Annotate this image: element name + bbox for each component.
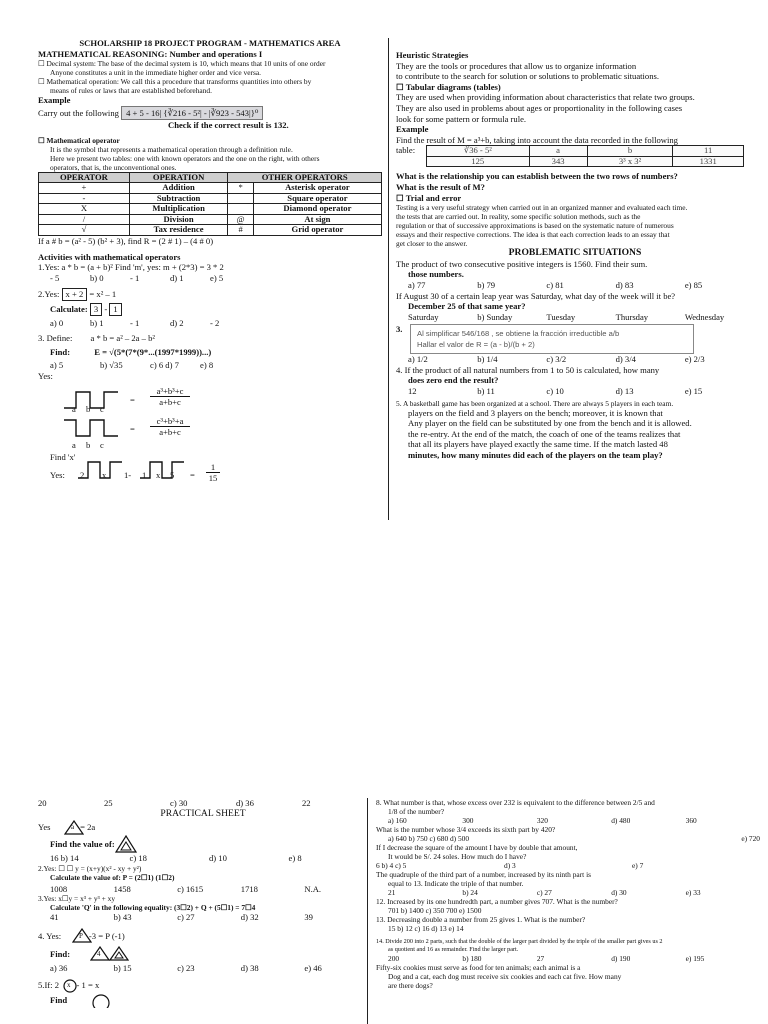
option: c) 23	[177, 962, 195, 973]
operator-cell: Subtraction	[129, 193, 227, 204]
problem-4-options	[396, 386, 754, 397]
problem-5: 5. A basketball game has been organized at a school. There are always 5 players in each team.	[396, 398, 674, 408]
option: e) 8	[200, 360, 214, 371]
q10-options	[376, 861, 760, 870]
operator-cell: Asterisk operator	[253, 183, 381, 194]
problem-3-line-1: Al simplificar 546/168 , se obtiene la fracción irreductible a/b	[417, 329, 620, 339]
triangle-a: a	[71, 822, 75, 831]
option: d) 2	[170, 317, 184, 328]
fig-b: b	[86, 403, 91, 414]
line-5-label: 5.If: 2	[38, 980, 60, 991]
question-result-m: What is the result of M?	[396, 181, 485, 192]
option: a) 1/2	[408, 354, 428, 365]
activity-3-options	[38, 360, 250, 371]
fraction-1: a³+b³+c a+b+c	[150, 386, 190, 408]
operator-cell: At sign	[253, 214, 381, 225]
line-5-find	[38, 994, 368, 1008]
operator-cell: #	[228, 225, 253, 236]
option: e) 46	[304, 962, 322, 973]
minus-one: 1-	[124, 469, 132, 480]
problem-2b: December 25 of that same year?	[408, 301, 526, 312]
problem-5c: Any player on the field can be substituted by one from the bench and it is allowed.	[408, 418, 692, 429]
option: c) 10	[546, 386, 564, 397]
option: d) 10	[209, 853, 227, 864]
if-line: If a # b = (a² - 5) (b² + 3), find R = (2 # 1) – (4 # 0)	[38, 235, 214, 246]
question-15b: Dog and a cat, each dog must receive six cookies and each cat five. How many	[388, 972, 622, 981]
find-m-text: Find the result of M = a³+b, taking into account the data recorded in the following	[396, 134, 678, 145]
yes-label: Yes:	[38, 370, 53, 381]
table-label: table:	[396, 145, 416, 156]
fig-a: a	[72, 439, 76, 450]
options-2	[38, 884, 368, 895]
find-value-line	[38, 835, 368, 853]
option: b) 180	[462, 954, 482, 963]
m-cell: a	[529, 146, 587, 157]
option: b) 1	[90, 317, 104, 328]
option: a) 0	[50, 317, 64, 328]
problem-1b: those numbers.	[408, 269, 464, 280]
options-1	[38, 853, 368, 864]
question-14: 14. Divide 200 into 2 parts, such that the double of the larger part divided by the triple of the smaller part gives us 2	[376, 938, 663, 945]
math-operation-text: ☐ Mathematical operation: We call this a procedure that transforms quantities into others by	[38, 77, 312, 87]
option: b) 79	[477, 279, 496, 290]
option: c) 27	[177, 912, 195, 923]
operator-cell: Addition	[129, 183, 227, 194]
option: 200	[388, 954, 400, 963]
question-10b: It would be S/. 24 soles. How much do I have?	[388, 852, 527, 861]
triangle-p: P	[79, 931, 83, 940]
expression-box: 4 + 5 - 16| {∛216 - 5²| - |∛923 - 543|}⁰	[121, 106, 263, 121]
left-column	[38, 38, 382, 484]
m-cell: 343	[529, 156, 587, 167]
heuristic-title: Heuristic Strategies	[396, 50, 469, 60]
option: Tuesday	[546, 311, 576, 322]
problem-4b: does zero end the result?	[408, 375, 499, 386]
option: b) 11	[477, 386, 495, 397]
option: e) 2/3	[684, 354, 705, 365]
triangle-rhs: = 2a	[80, 821, 96, 832]
header-operator: OPERATOR	[39, 172, 130, 183]
yes-triangle-line	[38, 819, 368, 835]
q8-options	[376, 816, 760, 825]
find-label: Find:	[50, 346, 71, 357]
section-subtitle: MATHEMATICAL REASONING: Number and operations I	[38, 48, 263, 59]
line-4-find	[38, 945, 368, 963]
m-cell: 1331	[673, 156, 744, 167]
activity-1: 1.Yes: a * b = (a + b)² Find 'm', yes: m + (2*3) = 3 * 2	[38, 262, 224, 273]
operator-row	[39, 183, 382, 194]
decimal-system-text: ☐ Decimal system: The base of the decimal system is 10, which means that 10 units of one order	[38, 59, 326, 69]
question-15c: are there dogs?	[388, 981, 433, 990]
equals: =	[190, 469, 195, 480]
option: 1008	[50, 883, 68, 894]
option: Thursday	[615, 311, 649, 322]
option: 320	[536, 816, 548, 825]
check-result-text: Check if the correct result is 132.	[168, 120, 289, 131]
operator-row	[39, 225, 382, 236]
option: a) 160	[388, 816, 407, 825]
problem-3	[396, 324, 754, 354]
option: a) 36	[50, 962, 68, 973]
option: 25	[104, 798, 113, 808]
calculate-label: Calculate:	[50, 303, 88, 314]
line-3: 3.Yes: x☐y = x³ + y³ + xy	[38, 894, 116, 904]
trial-text-3: regulation or that of successive approximations is based on the systematic nature of numerous	[396, 221, 674, 231]
inverted-stair-operator-icon	[62, 416, 122, 442]
nested-triangle-icon	[109, 946, 129, 961]
problem-1-options	[396, 280, 754, 291]
activity-3	[38, 333, 382, 344]
option: d) 83	[615, 279, 634, 290]
math-operator-text-3: operators, that is, the unconventional ones.	[50, 162, 177, 172]
right-column	[396, 50, 754, 461]
option: 21	[388, 888, 396, 897]
option: b) 15	[113, 962, 132, 973]
find-x-label: Find 'x'	[50, 451, 76, 462]
line-4	[38, 927, 368, 945]
operator-cell: Multiplication	[129, 204, 227, 215]
find-label: Find	[50, 995, 68, 1006]
option: 1458	[113, 883, 131, 894]
yes-label-2: Yes:	[50, 469, 65, 480]
line-5	[38, 978, 368, 994]
problem-4: 4. If the product of all natural numbers from 1 to 50 is calculated, how many	[396, 364, 660, 375]
m-cell: 11	[673, 146, 744, 157]
problem-3-options	[396, 354, 754, 365]
trial-text-2: the tests that are carried out. In reality, some specific solution methods, such as the	[396, 212, 641, 222]
box-1: 1	[109, 303, 121, 316]
question-8b: 1/8 of the number?	[388, 807, 445, 816]
operator-row	[39, 204, 382, 215]
header-operation: OPERATION	[129, 172, 227, 183]
question-13: 13. Decreasing double a number from 25 gives 1. What is the number?	[376, 915, 586, 924]
q11-options	[376, 888, 760, 897]
option: 39	[304, 912, 313, 923]
find-expression: E = √(5*(7*(9*...(1997*1999))...)	[94, 346, 212, 357]
nested-triangle-icon	[115, 835, 137, 853]
options-4	[38, 963, 368, 974]
box-3: 3	[90, 303, 102, 316]
equals: =	[130, 423, 135, 434]
option: c) 3/2	[546, 354, 567, 365]
operators-table	[38, 172, 382, 236]
option: 41	[50, 912, 59, 923]
line-2: 2.Yes: ☐ ☐ y = (x+y)(x² - xy + y²)	[38, 863, 142, 873]
tabular-text-2: They are also used in problems about ages or proportionality in the following cases	[396, 102, 683, 113]
operator-cell: +	[39, 183, 130, 194]
m-table	[426, 145, 744, 167]
practical-sheet-title: PRACTICAL SHEET	[160, 807, 246, 819]
heuristic-text-2: to contribute to the search for solution or solutions to problematic situations.	[396, 71, 660, 82]
question-11: The quadruple of the third part of a number, increased by its ninth part is	[376, 870, 591, 879]
stair-operator-icon	[62, 386, 122, 412]
fig-a: a	[72, 403, 76, 414]
q12-options: 701 b) 1400 c) 350 700 e) 1500	[388, 906, 482, 915]
option: d) 38	[240, 962, 259, 973]
option: 1718	[240, 883, 258, 894]
option: - 2	[210, 317, 220, 328]
fig-5: 5	[170, 469, 175, 480]
fig-x: x	[156, 469, 161, 480]
option: e) 8	[288, 853, 302, 864]
option: 16 b) 14	[50, 853, 79, 864]
activity-1-options	[38, 273, 250, 284]
option: N.A.	[304, 883, 322, 894]
option: a) 640 b) 750 c) 680 d) 500	[388, 834, 470, 843]
option: e) 7	[632, 861, 644, 870]
find-label: Find:	[50, 948, 71, 959]
option: 300	[462, 816, 474, 825]
upper-column-divider	[388, 38, 389, 520]
question-8: 8. What number is that, whose excess over 232 is equivalent to the difference between 2/5 and	[376, 798, 655, 807]
q9-options	[376, 834, 760, 843]
equals: =	[130, 394, 135, 405]
tabular-text-3: look for some pattern or formula rule.	[396, 113, 527, 124]
fraction-2: c³+b³+a a+b+c	[150, 416, 190, 438]
operator-cell: *	[228, 183, 253, 194]
trial-text-5: get closer to the answer.	[396, 239, 468, 249]
fig-c: c	[100, 403, 104, 414]
operator-cell: -	[39, 193, 130, 204]
m-cell: ∛36 - 5²	[427, 146, 530, 157]
option: c) 1615	[177, 883, 204, 894]
option: Saturday	[408, 311, 439, 322]
question-15: Fifty-six cookies must serve as food for ten animals; each animal is a	[376, 963, 581, 972]
option: b) Sunday	[477, 311, 513, 322]
option: d) 3/4	[615, 354, 636, 365]
carry-out-line	[38, 106, 382, 121]
question-9: What is the number whose 3/4 exceeds its sixth part by 420?	[376, 825, 556, 834]
math-operator-text-1: It is the symbol that represents a mathematical operation through a definition rule.	[50, 144, 293, 154]
find-value-label: Find the value of:	[50, 838, 115, 849]
activity-2-box: x + 2	[62, 288, 88, 301]
operator-cell: @	[228, 214, 253, 225]
option: d) 32	[240, 912, 259, 923]
activity-2-calc: Calculate: 3 - 1	[38, 303, 382, 316]
tabular-text-1: They are used when providing information about characteristics that relate two groups.	[396, 92, 695, 103]
option: d) 190	[611, 954, 631, 963]
m-cell: 125	[427, 156, 530, 167]
line-4-rhs: -3 = P (-1)	[88, 930, 125, 941]
option: c) 6 d) 7	[150, 360, 179, 371]
example-label: Example	[396, 124, 429, 135]
m-cell: 3³ x 3²	[587, 156, 673, 167]
problem-3-line-2: Hallar el valor de R = (a - b)/(b + 2)	[417, 340, 535, 350]
fig-b: b	[86, 439, 91, 450]
option: d) 1	[170, 272, 184, 283]
operator-cell: Tax residence	[129, 225, 227, 236]
question-11b: equal to 13. Indicate the triple of that number.	[388, 879, 524, 888]
question-12: 12. Increased by its one hundredth part, a number gives 707. What is the number?	[376, 897, 618, 906]
fraction-1-15: 1 15	[206, 462, 220, 484]
math-operator-title: ☐ Mathematical operator	[38, 135, 120, 145]
problem-2-options	[396, 312, 754, 323]
operator-cell	[228, 204, 253, 215]
example-label: Example	[38, 95, 71, 106]
nested-circle-icon	[90, 994, 112, 1008]
option: a) 77	[408, 279, 426, 290]
option: b) 43	[113, 912, 132, 923]
option: b) √35	[100, 360, 123, 371]
yes-label: Yes	[38, 821, 51, 832]
line-3b: Calculate 'Q' in the following equality: (3☐2) + Q + (5☐1) = 7☐4	[50, 903, 256, 913]
activity-2-options	[38, 318, 250, 329]
circle-x: x	[67, 981, 71, 990]
option: - 5	[50, 272, 60, 283]
math-operator-text-2: Here we present two tables: one with known operators and the one on the right, with others	[50, 153, 320, 163]
option: 6 b) 4 c) 5	[376, 861, 407, 870]
option: 20	[38, 798, 47, 808]
activity-2	[38, 288, 382, 301]
question-10: If I decrease the square of the amount I have by double that amount,	[376, 843, 578, 852]
option: 22	[302, 798, 311, 808]
problem-5f: minutes, how many minutes did each of the players on the team play?	[408, 450, 663, 461]
problem-2: If August 30 of a certain leap year was Saturday, what day of the week will it be?	[396, 290, 676, 301]
option: a) 5	[50, 360, 64, 371]
problem-5b: players on the field and 3 players on the bench; moreover, it is known that	[408, 407, 663, 418]
problem-5d: the re-entry. At the end of the match, the coach of one of the teams realizes that	[408, 428, 681, 439]
option: - 1	[130, 272, 140, 283]
problem-3-number: 3.	[396, 324, 403, 335]
define-rule: a * b = a² – 2a – b²	[90, 333, 155, 344]
operator-cell: Grid operator	[253, 225, 381, 236]
line-4-label: 4. Yes:	[38, 930, 62, 941]
option: b) 0	[90, 272, 104, 283]
heuristic-text-1: They are the tools or procedures that allow us to organize information	[396, 60, 637, 71]
activity-2-rhs: = x² – 1	[89, 289, 117, 300]
activities-title: Activities with mathematical operators	[38, 251, 181, 262]
problematic-title: PROBLEMATIC SITUATIONS	[508, 247, 642, 259]
carry-out-text: Carry out the following	[38, 107, 119, 118]
fig-x: x	[102, 469, 107, 480]
option: c) 81	[546, 279, 564, 290]
operator-figures	[38, 382, 382, 484]
question-14b: as quotient and 16 as remainder. Find the larger part.	[388, 946, 519, 953]
option: d) 480	[611, 816, 631, 825]
operator-cell: X	[39, 204, 130, 215]
option: b) 24	[462, 888, 478, 897]
activity-3-find	[38, 347, 382, 358]
option: c) 30	[170, 798, 188, 808]
option: c) 27	[536, 888, 552, 897]
option: e) 33	[685, 888, 701, 897]
option: c) 18	[129, 853, 147, 864]
option: e) 720	[741, 834, 760, 843]
option: Wednesday	[684, 311, 725, 322]
question-relationship: What is the relationship you can establish between the two rows of numbers?	[396, 171, 678, 182]
option: e) 85	[684, 279, 703, 290]
top-options	[38, 798, 368, 809]
option: 27	[536, 954, 545, 963]
triangle-4: 4	[97, 949, 101, 958]
header-other-operators: OTHER OPERATORS	[228, 172, 382, 183]
operator-cell: /	[39, 214, 130, 225]
trial-error-title: ☐ Trial and error	[396, 192, 462, 203]
activity-2-label: 2.Yes:	[38, 289, 60, 300]
option: 360	[685, 816, 697, 825]
operator-cell	[228, 193, 253, 204]
decimal-system-text-2: Anyone constitutes a unit in the immediate higher order and vice versa.	[50, 68, 261, 78]
operator-cell: √	[39, 225, 130, 236]
m-table-row	[396, 145, 754, 167]
m-cell: b	[587, 146, 673, 157]
practical-sheet-right	[376, 798, 760, 990]
option: b) 1/4	[477, 354, 498, 365]
line-5-rhs: - 1 = x	[76, 980, 100, 991]
option: d) 3	[504, 861, 516, 870]
option: e) 195	[685, 954, 705, 963]
options-3	[38, 912, 368, 923]
operator-cell: Division	[129, 214, 227, 225]
problem-1: The product of two consecutive positive integers is 1560. Find their sum.	[396, 258, 648, 269]
operator-cell: Square operator	[253, 193, 381, 204]
fig-2: 2	[80, 469, 85, 480]
math-operation-text-2: means of rules or laws that are established beforehand.	[50, 86, 212, 96]
problem-3-figure	[410, 324, 694, 354]
operator-row	[39, 214, 382, 225]
tabular-title: ☐ Tabular diagrams (tables)	[396, 81, 501, 92]
practical-sheet-left	[38, 798, 368, 1008]
line-2b: Calculate the value of: P = (2☐1) (1☐2)	[50, 872, 175, 882]
page-title: SCHOLARSHIP 18 PROJECT PROGRAM - MATHEMATICS AREA	[79, 38, 341, 48]
fig-1: 1	[142, 469, 147, 480]
define-label: 3. Define:	[38, 333, 73, 344]
operator-cell: Diamond operator	[253, 204, 381, 215]
option: 12	[408, 386, 417, 397]
q13-options: 15 b) 12 c) 16 d) 13 e) 14	[388, 924, 464, 933]
option: e) 15	[684, 386, 703, 397]
trial-text-1: Testing is a very useful strategy when carried out in an organized manner and evaluated each time.	[396, 203, 688, 213]
option: - 1	[130, 317, 140, 328]
q14-options	[376, 954, 760, 963]
option: d) 30	[611, 888, 627, 897]
fig-c: c	[100, 439, 104, 450]
problem-5e: that all its players have played exactly the same time. If the match lasted 48	[408, 439, 668, 450]
operator-row	[39, 193, 382, 204]
option: e) 5	[210, 272, 224, 283]
option: d) 36	[236, 798, 254, 808]
trial-text-4: essays and their respective corrections. The idea is that each correction leads to an essay that	[396, 230, 670, 240]
option: d) 13	[615, 386, 634, 397]
